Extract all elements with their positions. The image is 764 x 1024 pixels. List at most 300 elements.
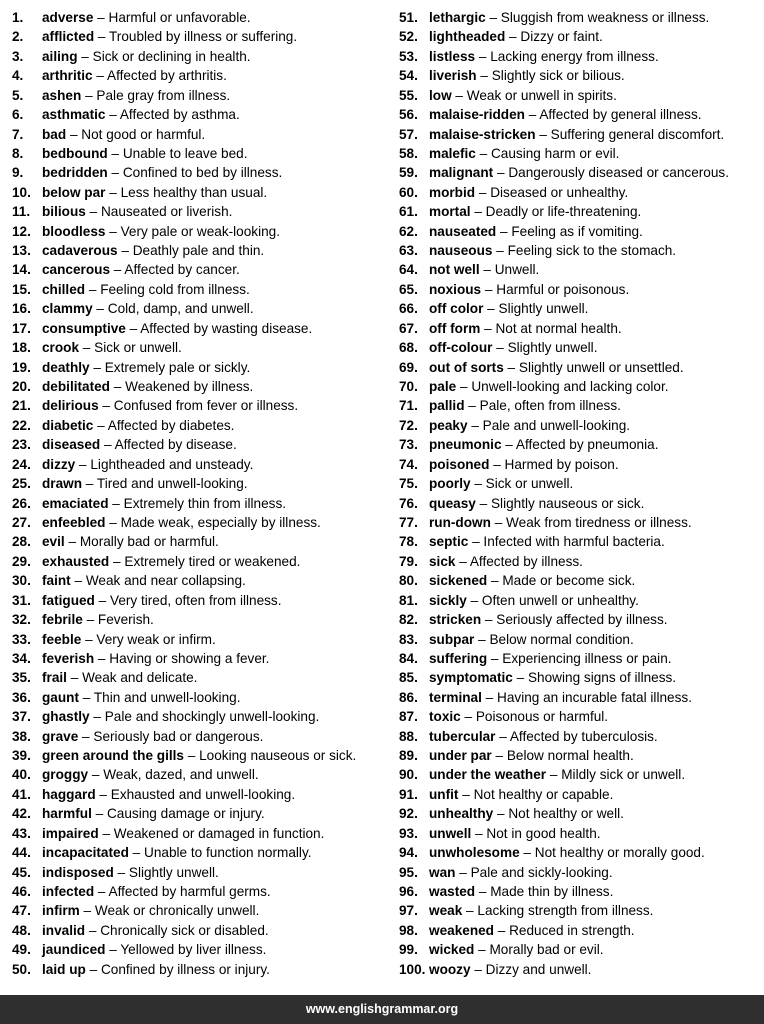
item-definition: Lacking strength from illness. (477, 903, 654, 919)
item-word: nauseous (429, 243, 493, 259)
item-definition: Unwell-looking and lacking color. (471, 379, 669, 395)
list-item (12, 591, 387, 610)
item-separator: – (85, 204, 101, 220)
item-text (42, 863, 219, 882)
item-text (42, 727, 263, 746)
list-item (399, 47, 761, 66)
item-separator: – (470, 204, 486, 220)
item-separator: – (481, 689, 498, 705)
list-item (399, 280, 761, 299)
item-word: indisposed (42, 864, 114, 880)
item-text (429, 8, 709, 27)
item-text (42, 338, 182, 357)
item-word: poorly (429, 476, 471, 492)
item-word: frail (42, 670, 67, 686)
item-definition: Very pale or weak-looking. (120, 223, 281, 239)
list-item (12, 377, 387, 396)
item-separator: – (464, 398, 480, 414)
item-number: 73. (399, 437, 418, 453)
item-separator: – (77, 48, 93, 64)
item-separator: – (94, 883, 109, 899)
item-word: queasy (429, 495, 476, 511)
item-text (42, 377, 253, 396)
item-word: mortal (429, 204, 471, 220)
item-definition: Weak and delicate. (82, 670, 198, 686)
list-item (399, 338, 761, 357)
list-item (399, 396, 761, 415)
item-separator: – (128, 845, 145, 861)
list-item (399, 144, 761, 163)
item-number: 92. (399, 806, 418, 822)
list-item (12, 610, 387, 629)
item-separator: – (455, 864, 471, 880)
item-text (42, 921, 269, 940)
item-definition: Having or showing a fever. (109, 650, 270, 666)
item-word: terminal (429, 689, 482, 705)
item-word: harmful (42, 806, 92, 822)
item-word: ashen (42, 87, 82, 103)
item-number: 85. (399, 670, 418, 686)
item-text (429, 260, 539, 279)
item-definition: Unable to leave bed. (122, 145, 248, 161)
item-definition: Deathly pale and thin. (132, 243, 265, 259)
item-separator: – (460, 709, 476, 725)
item-text (429, 86, 617, 105)
item-separator: – (91, 806, 107, 822)
list-item (399, 591, 761, 610)
item-number: 89. (399, 748, 418, 764)
item-definition: Unwell. (494, 262, 540, 278)
item-separator: – (467, 417, 483, 433)
item-number: 28. (12, 534, 31, 550)
item-separator: – (492, 243, 508, 259)
item-number: 4. (12, 68, 24, 84)
item-text (429, 785, 613, 804)
item-text (429, 921, 635, 940)
item-definition: Extremely thin from illness. (123, 495, 287, 511)
item-definition: Harmful or unfavorable. (108, 10, 251, 25)
item-separator: – (493, 806, 509, 822)
item-text (429, 843, 705, 862)
item-number: 67. (399, 320, 418, 336)
item-text (429, 377, 669, 396)
item-number: 25. (12, 476, 31, 492)
item-text (42, 319, 312, 338)
list-item (12, 358, 387, 377)
item-number: 90. (399, 767, 418, 783)
item-number: 52. (399, 29, 418, 45)
item-separator: – (79, 903, 95, 919)
list-item (399, 863, 761, 882)
list-item (12, 707, 387, 726)
list-item (399, 707, 761, 726)
item-number: 74. (399, 456, 418, 472)
item-word: sickened (429, 573, 488, 589)
list-item (12, 552, 387, 571)
item-separator: – (519, 845, 535, 861)
item-separator: – (490, 514, 507, 530)
item-number: 76. (399, 495, 418, 511)
item-word: crook (42, 340, 80, 356)
item-number: 6. (12, 107, 24, 123)
item-definition: Seriously bad or dangerous. (93, 728, 264, 744)
item-separator: – (105, 942, 121, 958)
item-number: 66. (399, 301, 418, 317)
item-number: 49. (12, 942, 31, 958)
item-text (42, 474, 248, 493)
item-word: arthritic (42, 68, 93, 84)
item-word: bedridden (42, 165, 108, 181)
item-word: below par (42, 184, 106, 200)
item-definition: Yellowed by liver illness. (120, 942, 267, 958)
list-item (12, 125, 387, 144)
item-text (42, 649, 269, 668)
item-definition: Below normal condition. (489, 631, 634, 647)
item-definition: Affected by wasting disease. (140, 320, 313, 336)
item-text (429, 940, 604, 959)
item-word: gaunt (42, 689, 79, 705)
item-definition: Feeling cold from illness. (100, 281, 250, 297)
item-separator: – (98, 398, 114, 414)
item-word: haggard (42, 786, 96, 802)
item-number: 65. (399, 281, 418, 297)
item-word: unwell (429, 825, 472, 841)
item-separator: – (481, 612, 497, 628)
item-separator: – (105, 184, 121, 200)
item-number: 68. (399, 340, 418, 356)
item-word: morbid (429, 184, 476, 200)
list-item (12, 668, 387, 687)
item-definition: Causing damage or injury. (106, 806, 265, 822)
item-number: 46. (12, 883, 31, 899)
item-definition: Morally bad or evil. (489, 942, 604, 958)
item-definition: Slightly nauseous or sick. (490, 495, 645, 511)
item-definition: Tired and unwell-looking. (96, 476, 248, 492)
list-item (12, 727, 387, 746)
item-word: stricken (429, 612, 482, 628)
item-separator: – (492, 340, 508, 356)
item-text (429, 358, 684, 377)
item-definition: Exhausted and unwell-looking. (110, 786, 296, 802)
item-text (429, 416, 630, 435)
item-number: 41. (12, 786, 31, 802)
item-separator: – (94, 650, 110, 666)
item-definition: Slightly unwell or unsettled. (518, 359, 684, 375)
list-item (12, 688, 387, 707)
item-separator: – (108, 495, 124, 511)
item-text (429, 765, 685, 784)
item-number: 70. (399, 379, 418, 395)
item-text (429, 299, 588, 318)
item-word: chilled (42, 281, 86, 297)
list-item (12, 843, 387, 862)
item-separator: – (485, 10, 501, 25)
item-text (42, 552, 300, 571)
item-number: 71. (399, 398, 418, 414)
item-text (42, 532, 219, 551)
list-item (399, 435, 761, 454)
item-definition: Sick or unwell. (94, 340, 182, 356)
item-word: nauseated (429, 223, 497, 239)
item-text (42, 8, 251, 27)
item-word: not well (429, 262, 480, 278)
item-definition: Made thin by illness. (490, 883, 614, 899)
item-definition: Suffering general discomfort. (550, 126, 725, 142)
item-word: cancerous (42, 262, 111, 278)
item-separator: – (78, 728, 94, 744)
item-separator: – (125, 320, 141, 336)
item-word: peaky (429, 417, 468, 433)
item-definition: Affected by arthritis. (107, 68, 227, 84)
item-number: 3. (12, 48, 24, 64)
item-definition: Sluggish from weakness or illness. (500, 10, 710, 25)
item-separator: – (475, 495, 491, 511)
item-separator: – (489, 456, 505, 472)
item-definition: Weak or unwell in spirits. (466, 87, 617, 103)
list-item (12, 27, 387, 46)
list-item (399, 86, 761, 105)
list-item (12, 241, 387, 260)
item-text (42, 183, 267, 202)
list-item (12, 86, 387, 105)
item-text (429, 960, 591, 979)
item-separator: – (476, 68, 492, 84)
item-separator: – (462, 903, 478, 919)
item-number: 48. (12, 922, 31, 938)
item-separator: – (64, 534, 80, 550)
item-text (429, 163, 729, 182)
item-word: sick (429, 553, 456, 569)
item-word: evil (42, 534, 65, 550)
item-word: poisoned (429, 456, 490, 472)
item-number: 81. (399, 592, 418, 608)
item-word: clammy (42, 301, 93, 317)
item-number: 50. (12, 961, 31, 977)
item-separator: – (475, 883, 491, 899)
item-text (42, 882, 271, 901)
item-separator: – (113, 864, 129, 880)
item-text (429, 513, 692, 532)
list-item (399, 571, 761, 590)
item-number: 63. (399, 243, 418, 259)
list-item (399, 513, 761, 532)
list-item (12, 960, 387, 979)
list-item (399, 630, 761, 649)
item-separator: – (546, 767, 562, 783)
item-word: feeble (42, 631, 82, 647)
item-text (42, 202, 232, 221)
item-text (42, 27, 297, 46)
item-separator: – (455, 553, 470, 569)
item-word: infected (42, 883, 95, 899)
item-separator: – (474, 631, 490, 647)
list-item (12, 494, 387, 513)
item-word: suffering (429, 650, 488, 666)
item-number: 1. (12, 10, 24, 25)
item-word: under par (429, 748, 492, 764)
list-item (399, 901, 761, 920)
item-number: 80. (399, 573, 418, 589)
item-number: 72. (399, 417, 418, 433)
item-text (429, 222, 643, 241)
item-word: under the weather (429, 767, 547, 783)
item-separator: – (501, 437, 516, 453)
item-number: 40. (12, 767, 31, 783)
item-definition: Dangerously diseased or cancerous. (508, 165, 729, 181)
item-definition: Confined to bed by illness. (122, 165, 283, 181)
item-text (42, 260, 240, 279)
item-definition: Weak or chronically unwell. (94, 903, 260, 919)
item-separator: – (89, 709, 105, 725)
item-separator: – (481, 281, 497, 297)
item-definition: Pale and sickly-looking. (470, 864, 613, 880)
item-number: 53. (399, 48, 418, 64)
item-text (429, 338, 597, 357)
item-text (429, 746, 634, 765)
list-item (12, 785, 387, 804)
list-item (399, 299, 761, 318)
item-text (429, 882, 613, 901)
item-text (429, 863, 613, 882)
item-word: weakened (429, 922, 494, 938)
item-number: 59. (399, 165, 418, 181)
item-word: invalid (42, 922, 86, 938)
item-separator: – (470, 961, 486, 977)
item-text (429, 183, 628, 202)
item-definition: Slightly unwell. (128, 864, 219, 880)
footer-banner (0, 995, 764, 1024)
item-text (42, 746, 356, 765)
list-item (399, 222, 761, 241)
item-word: malignant (429, 165, 494, 181)
item-number: 9. (12, 165, 24, 181)
item-text (429, 610, 668, 629)
list-item (12, 280, 387, 299)
list-item (399, 202, 761, 221)
item-definition: Affected by diabetes. (107, 417, 235, 433)
list-item (399, 532, 761, 551)
item-definition: Below normal health. (506, 748, 634, 764)
item-separator: – (66, 126, 82, 142)
item-separator: – (475, 48, 491, 64)
list-item (399, 765, 761, 784)
item-word: febrile (42, 612, 83, 628)
item-word: fatigued (42, 592, 95, 608)
item-definition: Pale gray from illness. (96, 87, 231, 103)
item-text (429, 804, 624, 823)
item-definition: Looking nauseous or sick. (199, 748, 357, 764)
item-text (42, 280, 250, 299)
item-definition: Sick or declining in health. (92, 48, 251, 64)
item-text (42, 299, 254, 318)
item-separator: – (95, 786, 111, 802)
item-text (42, 824, 324, 843)
list-item (12, 649, 387, 668)
item-number: 8. (12, 145, 24, 161)
item-word: malaise-stricken (429, 126, 536, 142)
item-word: cadaverous (42, 243, 118, 259)
item-separator: – (480, 320, 496, 336)
list-item (399, 785, 761, 804)
item-text (429, 66, 625, 85)
item-number: 75. (399, 476, 418, 492)
item-definition: Morally bad or harmful. (79, 534, 219, 550)
list-item (12, 144, 387, 163)
item-number: 2. (12, 29, 24, 45)
list-item (399, 27, 761, 46)
item-number: 16. (12, 301, 31, 317)
item-separator: – (474, 942, 490, 958)
item-word: subpar (429, 631, 475, 647)
item-definition: Harmed by poison. (504, 456, 619, 472)
item-definition: Affected by disease. (114, 437, 237, 453)
item-number: 56. (399, 107, 418, 123)
item-text (429, 532, 665, 551)
item-word: feverish (42, 650, 95, 666)
item-number: 86. (399, 689, 418, 705)
list-item (12, 804, 387, 823)
footer-url: www.englishgrammar.org (305, 1002, 459, 1016)
list-item (399, 668, 761, 687)
item-word: infirm (42, 903, 80, 919)
list-item (12, 863, 387, 882)
list-item (12, 260, 387, 279)
item-word: emaciated (42, 495, 109, 511)
item-number: 98. (399, 922, 418, 938)
item-number: 15. (12, 281, 31, 297)
item-separator: – (503, 359, 519, 375)
item-text (42, 144, 248, 163)
item-text (42, 86, 230, 105)
item-number: 58. (399, 145, 418, 161)
item-definition: Affected by harmful germs. (108, 883, 271, 899)
item-separator: – (456, 379, 472, 395)
item-number: 93. (399, 825, 418, 841)
item-number: 94. (399, 845, 418, 861)
item-word: bad (42, 126, 67, 142)
list-item (12, 66, 387, 85)
item-word: pallid (429, 398, 465, 414)
item-number: 17. (12, 320, 31, 336)
item-text (429, 27, 603, 46)
item-word: asthmatic (42, 107, 106, 123)
item-number: 11. (12, 204, 31, 220)
item-separator: – (483, 301, 499, 317)
item-separator: – (82, 476, 97, 492)
list-item (399, 552, 761, 571)
list-item (12, 532, 387, 551)
item-text (429, 474, 573, 493)
list-item (399, 66, 761, 85)
item-text (42, 610, 154, 629)
item-number: 55. (399, 87, 418, 103)
item-definition: Infected with harmful bacteria. (483, 534, 665, 550)
item-text (42, 396, 298, 415)
item-word: bloodless (42, 223, 106, 239)
item-text (42, 513, 321, 532)
item-definition: Deadly or life-threatening. (485, 204, 642, 220)
item-word: malefic (429, 145, 476, 161)
item-word: lethargic (429, 10, 486, 25)
item-definition: Causing harm or evil. (490, 145, 620, 161)
item-number: 61. (399, 204, 418, 220)
item-text (429, 125, 724, 144)
list-item (399, 882, 761, 901)
item-number: 5. (12, 87, 24, 103)
item-word: unwholesome (429, 845, 520, 861)
item-separator: – (92, 68, 107, 84)
item-word: listless (429, 48, 476, 64)
